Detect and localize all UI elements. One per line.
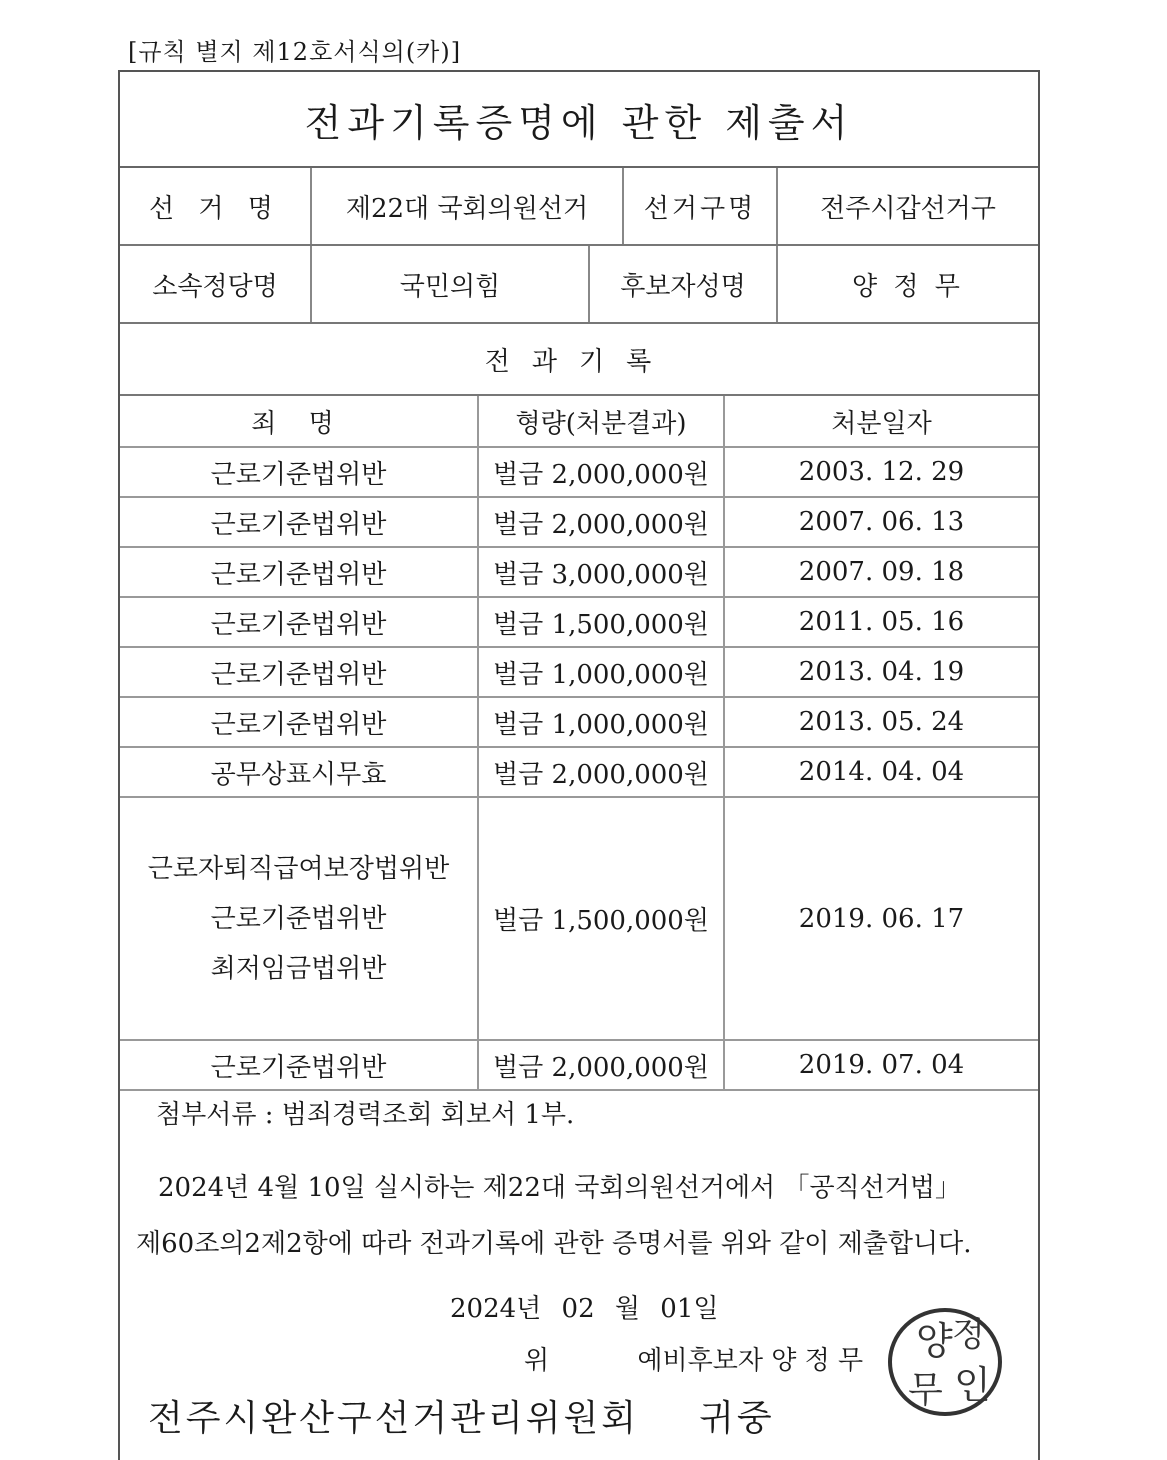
attachment-note: 첨부서류 : 범죄경력조회 회보서 1부. bbox=[156, 1100, 575, 1130]
date-cell: 2007. 06. 13 bbox=[724, 497, 1038, 547]
header-crime: 죄 명 bbox=[120, 396, 478, 447]
penalty-cell: 벌금 2,000,000원 bbox=[478, 1040, 724, 1090]
date-cell: 2013. 05. 24 bbox=[724, 697, 1038, 747]
crime-cell: 근로기준법위반 bbox=[120, 697, 478, 747]
svg-text:정: 정 bbox=[952, 1315, 985, 1355]
date-cell: 2011. 05. 16 bbox=[724, 597, 1038, 647]
district-label: 선거구명 bbox=[624, 168, 778, 244]
penalty-cell: 벌금 1,000,000원 bbox=[478, 647, 724, 697]
svg-text:양: 양 bbox=[916, 1319, 953, 1363]
district-value: 전주시갑선거구 bbox=[820, 193, 996, 224]
addressee-name: 전주시완산구선거관리위원회 bbox=[148, 1398, 640, 1439]
submission-date: 2024년 02 월 01일 bbox=[450, 1294, 719, 1324]
addressee bbox=[148, 1390, 775, 1441]
table-row bbox=[120, 1040, 1038, 1090]
statement-line-1: 2024년 4월 10일 실시하는 제22대 국회의원선거에서 「공직선거법」 bbox=[158, 1173, 962, 1203]
signer-name: 예비후보자 양 정 무 bbox=[637, 1346, 864, 1376]
signature-line bbox=[524, 1340, 863, 1377]
table-row bbox=[120, 647, 1038, 697]
submission-document bbox=[118, 70, 1040, 1460]
candidate-value: 양 정 무 bbox=[852, 271, 964, 302]
table-row bbox=[120, 747, 1038, 797]
svg-text:인: 인 bbox=[954, 1363, 991, 1407]
date-cell: 2003. 12. 29 bbox=[724, 447, 1038, 497]
honorific: 귀중 bbox=[699, 1398, 775, 1439]
statement-line-2: 제60조의2제2항에 따라 전과기록에 관한 증명서를 위와 같이 제출합니다. bbox=[136, 1229, 972, 1259]
criminal-records-table bbox=[120, 396, 1038, 1091]
table-row bbox=[120, 497, 1038, 547]
table-header-row bbox=[120, 396, 1038, 447]
seal-stamp-icon bbox=[886, 1306, 1004, 1418]
crime-line: 근로자퇴직급여보장법위반 bbox=[147, 853, 450, 884]
penalty-cell: 벌금 2,000,000원 bbox=[478, 747, 724, 797]
candidate-label: 후보자성명 bbox=[590, 246, 778, 322]
table-row bbox=[120, 547, 1038, 597]
submission-statement bbox=[136, 1160, 1028, 1272]
table-row bbox=[120, 447, 1038, 497]
penalty-cell: 벌금 1,500,000원 bbox=[478, 597, 724, 647]
date-cell: 2019. 06. 17 bbox=[724, 797, 1038, 1040]
info-row-election bbox=[120, 168, 1038, 246]
crime-cell: 근로기준법위반 bbox=[120, 547, 478, 597]
crime-line: 최저임금법위반 bbox=[210, 953, 387, 984]
crime-cell-multi bbox=[120, 797, 478, 1040]
penalty-cell: 벌금 3,000,000원 bbox=[478, 547, 724, 597]
party-label: 소속정당명 bbox=[120, 246, 312, 322]
info-row-party bbox=[120, 246, 1038, 324]
header-penalty: 형량(처분결과) bbox=[478, 396, 724, 447]
table-row bbox=[120, 697, 1038, 747]
date-cell: 2014. 04. 04 bbox=[724, 747, 1038, 797]
penalty-cell: 벌금 2,000,000원 bbox=[478, 497, 724, 547]
table-row bbox=[120, 797, 1038, 1040]
election-label: 선 거 명 bbox=[120, 168, 312, 244]
date-cell: 2007. 09. 18 bbox=[724, 547, 1038, 597]
penalty-cell: 벌금 2,000,000원 bbox=[478, 447, 724, 497]
date-cell: 2013. 04. 19 bbox=[724, 647, 1038, 697]
election-value: 제22대 국회의원선거 bbox=[312, 168, 624, 244]
table-row bbox=[120, 597, 1038, 647]
party-value: 국민의힘 bbox=[312, 246, 590, 322]
crime-cell: 근로기준법위반 bbox=[120, 497, 478, 547]
sign-prefix: 위 bbox=[524, 1346, 550, 1376]
crime-cell: 근로기준법위반 bbox=[120, 647, 478, 697]
header-date: 처분일자 bbox=[724, 396, 1038, 447]
date-cell: 2019. 07. 04 bbox=[724, 1040, 1038, 1090]
penalty-cell: 벌금 1,000,000원 bbox=[478, 697, 724, 747]
document-title: 전과기록증명에 관한 제출서 bbox=[120, 72, 1038, 168]
records-section-title: 전과기록 bbox=[120, 324, 1038, 396]
crime-cell: 근로기준법위반 bbox=[120, 597, 478, 647]
form-reference: [규칙 별지 제12호서식의(카)] bbox=[128, 38, 462, 66]
crime-line: 근로기준법위반 bbox=[210, 903, 387, 934]
crime-cell: 근로기준법위반 bbox=[120, 1040, 478, 1090]
penalty-cell: 벌금 1,500,000원 bbox=[478, 797, 724, 1040]
crime-cell: 근로기준법위반 bbox=[120, 447, 478, 497]
crime-cell: 공무상표시무효 bbox=[120, 747, 478, 797]
svg-text:무: 무 bbox=[908, 1370, 943, 1411]
